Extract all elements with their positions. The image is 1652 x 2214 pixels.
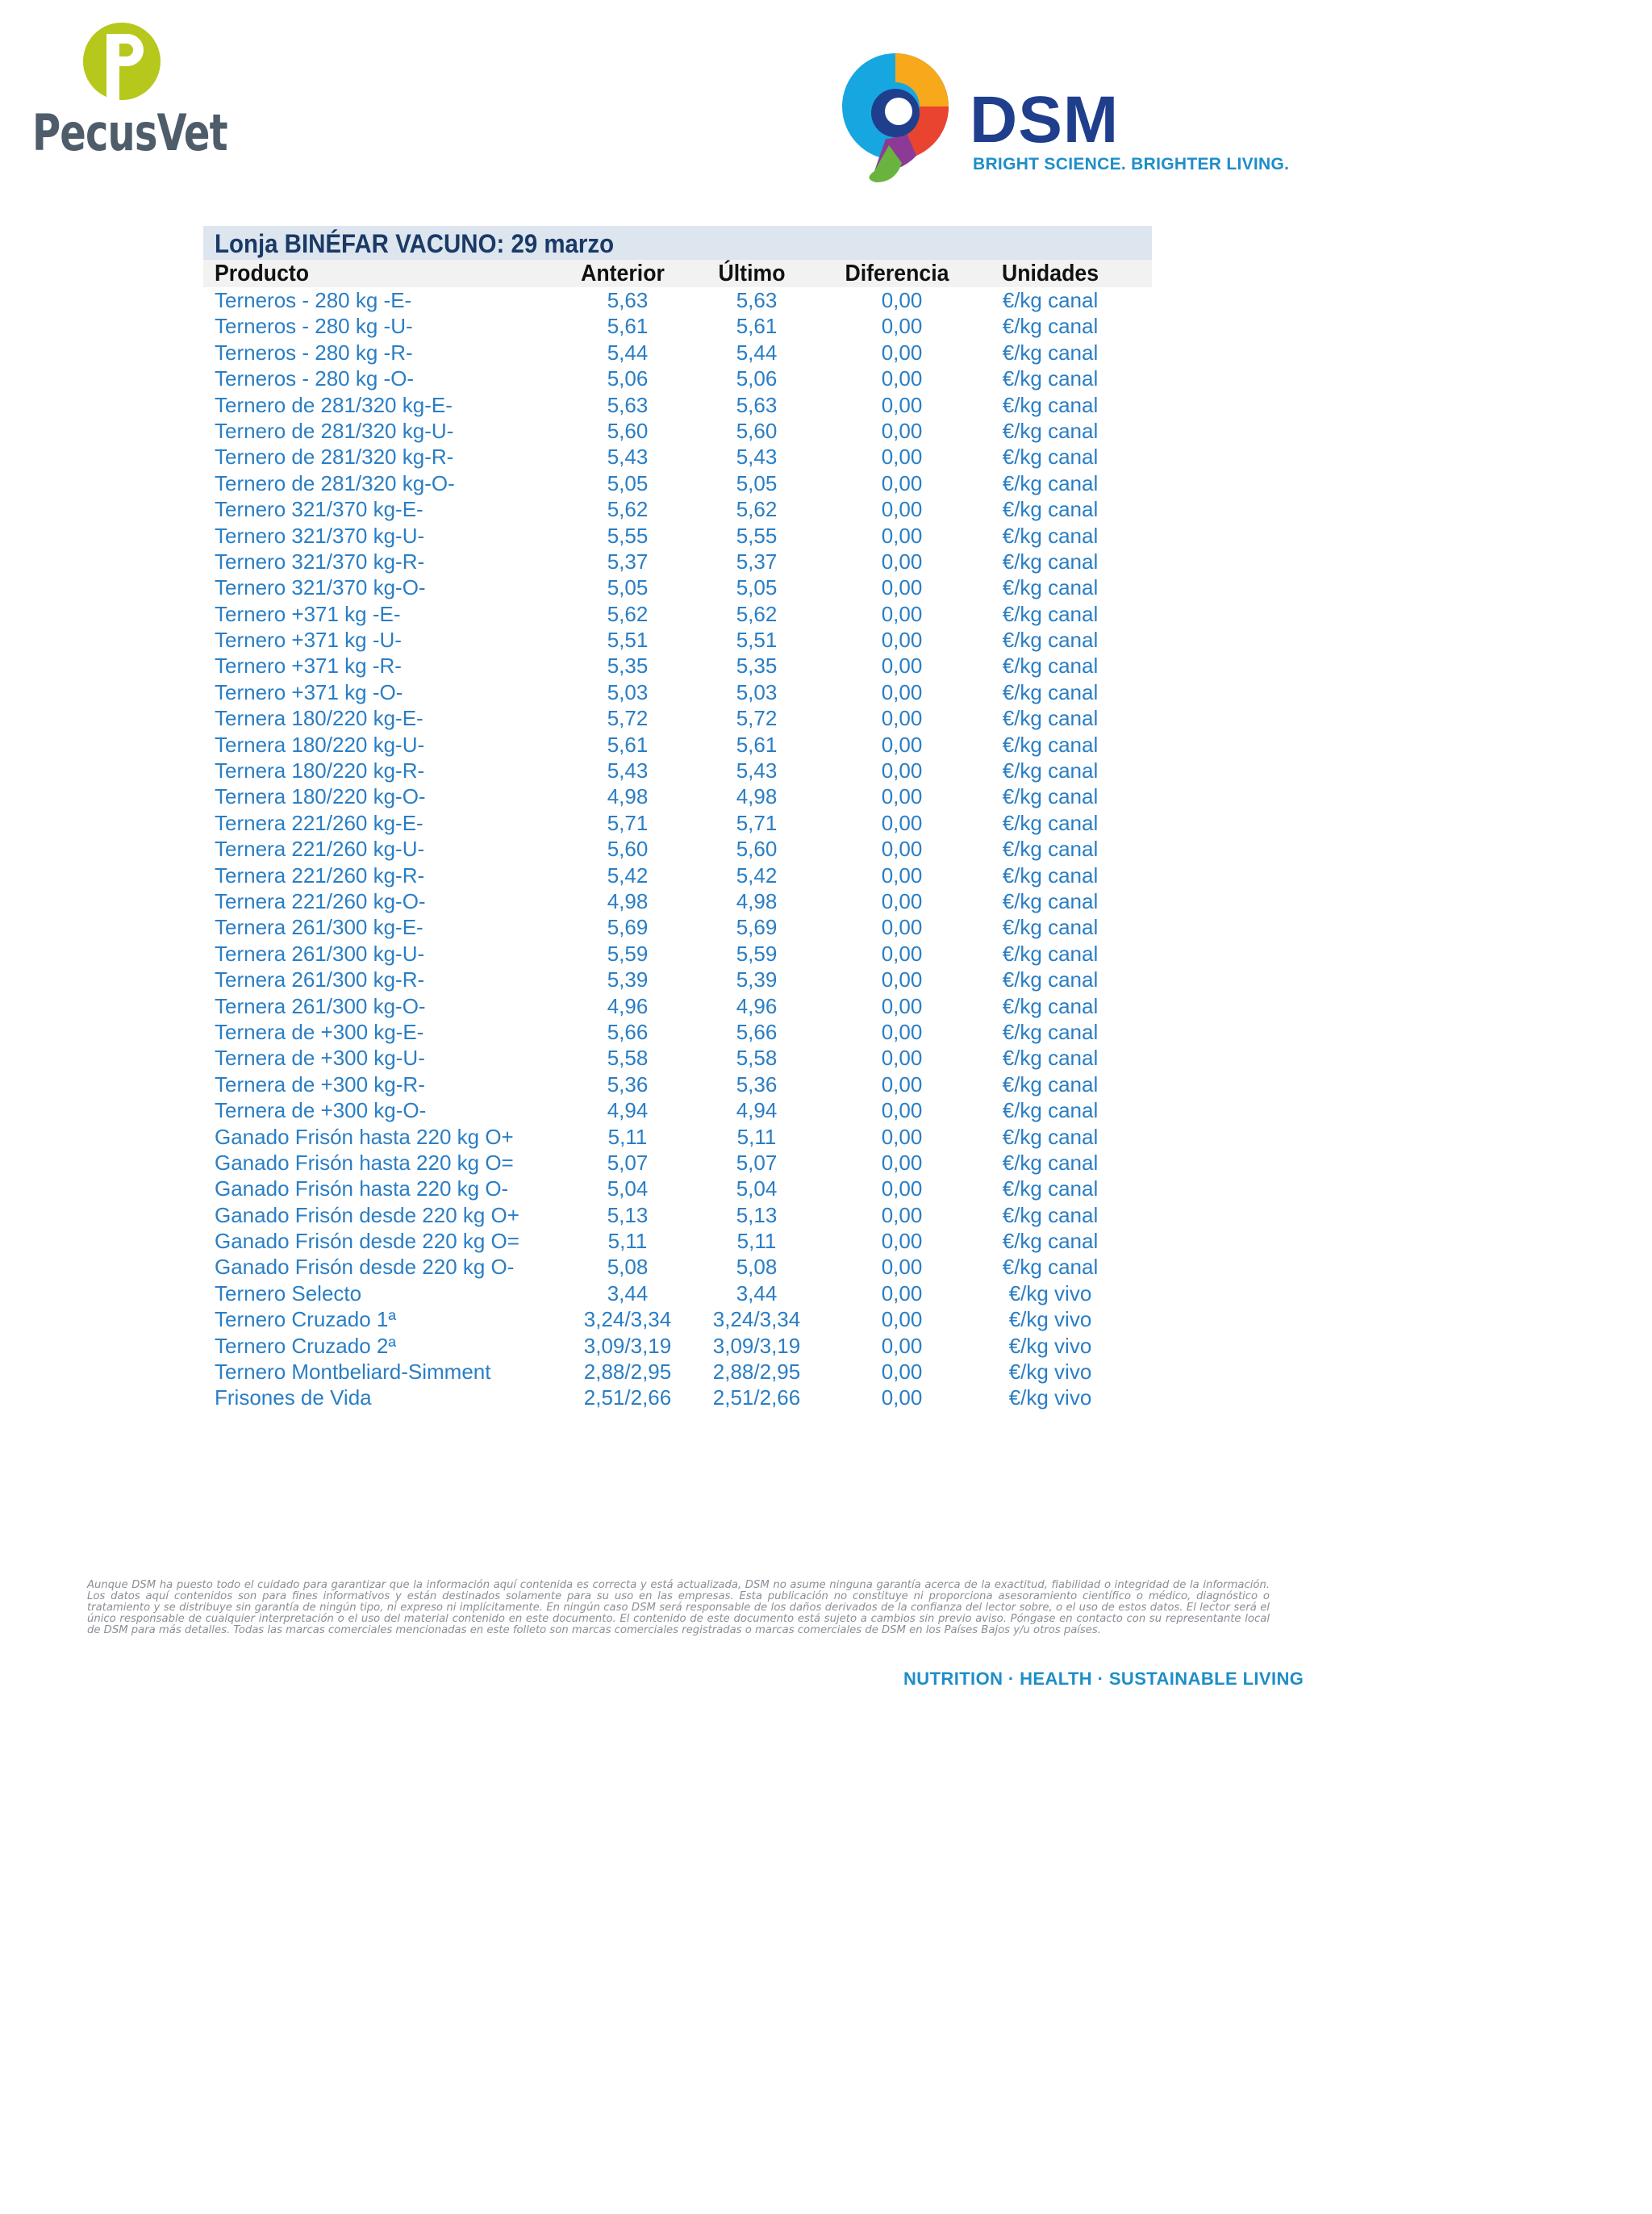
- cell-ultimo: 5,55: [736, 523, 778, 548]
- cell-ultimo: 5,05: [736, 575, 778, 600]
- table-row: [203, 941, 1152, 967]
- cell-unidades: €/kg canal: [1002, 837, 1099, 862]
- cell-anterior: 5,66: [607, 1019, 649, 1044]
- cell-diferencia: 0,00: [881, 863, 923, 888]
- cell-anterior: 5,63: [607, 288, 649, 312]
- cell-unidades: €/kg canal: [1002, 1071, 1099, 1097]
- table-row: [203, 1333, 1152, 1359]
- cell-ultimo: 5,71: [736, 810, 778, 835]
- table-title-bar: [203, 226, 1152, 260]
- cell-diferencia: 0,00: [881, 1360, 923, 1385]
- cell-unidades: €/kg canal: [1002, 497, 1099, 522]
- table-row: [203, 810, 1152, 836]
- table-row: [203, 1071, 1152, 1097]
- cell-ultimo: 5,66: [736, 1019, 778, 1044]
- cell-producto: Ternero 321/370 kg-U-: [215, 523, 425, 548]
- cell-unidades: €/kg vivo: [1008, 1385, 1092, 1410]
- column-header-unidades: Unidades: [1001, 261, 1099, 286]
- cell-diferencia: 0,00: [881, 392, 923, 417]
- cell-producto: Ternera 221/260 kg-O-: [215, 888, 426, 913]
- cell-producto: Ternero Cruzado 2ª: [215, 1333, 396, 1358]
- table-row: [203, 1019, 1152, 1045]
- cell-producto: Ternera 221/260 kg-E-: [215, 810, 423, 835]
- cell-ultimo: 5,59: [736, 941, 778, 966]
- cell-ultimo: 3,24/3,34: [712, 1307, 801, 1332]
- cell-anterior: 2,51/2,66: [583, 1385, 672, 1410]
- cell-unidades: €/kg canal: [1002, 1019, 1099, 1044]
- cell-producto: Ternero +371 kg -O-: [215, 679, 403, 704]
- table-row: [203, 496, 1152, 522]
- table-row: [203, 836, 1152, 862]
- cell-anterior: 5,42: [607, 863, 649, 888]
- cell-diferencia: 0,00: [881, 1333, 923, 1358]
- cell-unidades: €/kg canal: [1002, 1046, 1099, 1071]
- cell-diferencia: 0,00: [881, 601, 923, 626]
- cell-anterior: 5,71: [607, 810, 649, 835]
- cell-ultimo: 5,07: [736, 1150, 778, 1175]
- cell-unidades: €/kg canal: [1002, 575, 1099, 600]
- cell-diferencia: 0,00: [881, 366, 923, 391]
- cell-unidades: €/kg canal: [1002, 654, 1099, 679]
- cell-ultimo: 5,63: [736, 288, 778, 312]
- cell-diferencia: 0,00: [881, 1255, 923, 1280]
- pecusvet-p-icon: [79, 23, 165, 100]
- cell-ultimo: 5,60: [736, 418, 778, 443]
- dsm-wordmark: DSM: [970, 83, 1120, 157]
- cell-producto: Ternera 261/300 kg-U-: [215, 941, 425, 966]
- cell-diferencia: 0,00: [881, 993, 923, 1018]
- table-row: [203, 705, 1152, 731]
- cell-producto: Ganado Frisón desde 220 kg O+: [215, 1202, 519, 1227]
- table-row: [203, 1280, 1152, 1306]
- cell-anterior: 5,62: [607, 601, 649, 626]
- table-row: [203, 679, 1152, 705]
- dsm-logo: [839, 50, 1290, 187]
- cell-diferencia: 0,00: [881, 1071, 923, 1097]
- cell-diferencia: 0,00: [881, 1046, 923, 1071]
- cell-anterior: 5,11: [607, 1229, 648, 1254]
- cell-diferencia: 0,00: [881, 758, 923, 783]
- cell-anterior: 3,24/3,34: [583, 1307, 672, 1332]
- cell-diferencia: 0,00: [881, 732, 923, 757]
- cell-diferencia: 0,00: [881, 1280, 923, 1305]
- cell-anterior: 5,03: [607, 679, 649, 704]
- table-row: [203, 653, 1152, 679]
- cell-diferencia: 0,00: [881, 314, 923, 339]
- cell-anterior: 5,11: [607, 1124, 648, 1149]
- cell-producto: Ternera 261/300 kg-E-: [215, 915, 423, 940]
- table-row: [203, 574, 1152, 600]
- cell-anterior: 5,35: [607, 654, 649, 679]
- cell-ultimo: 5,11: [736, 1124, 777, 1149]
- cell-diferencia: 0,00: [881, 915, 923, 940]
- cell-unidades: €/kg canal: [1002, 679, 1099, 704]
- table-row: [203, 392, 1152, 418]
- table-header-row: [203, 260, 1152, 287]
- cell-anterior: 5,63: [607, 392, 649, 417]
- cell-anterior: 5,72: [607, 706, 649, 731]
- cell-ultimo: 5,62: [736, 601, 778, 626]
- cell-producto: Ganado Frisón desde 220 kg O-: [215, 1255, 515, 1280]
- cell-diferencia: 0,00: [881, 523, 923, 548]
- cell-producto: Ternera 180/220 kg-R-: [215, 758, 425, 783]
- cell-ultimo: 5,51: [736, 628, 778, 653]
- cell-anterior: 3,09/3,19: [583, 1333, 672, 1358]
- table-row: [203, 1045, 1152, 1071]
- table-row: [203, 1359, 1152, 1385]
- cell-anterior: 4,94: [607, 1098, 649, 1123]
- cell-producto: Ternera de +300 kg-E-: [215, 1019, 424, 1044]
- cell-producto: Ternero Cruzado 1ª: [215, 1307, 396, 1332]
- cell-producto: Ternero +371 kg -R-: [215, 654, 402, 679]
- cell-diferencia: 0,00: [881, 706, 923, 731]
- cell-anterior: 5,08: [607, 1255, 649, 1280]
- cell-ultimo: 5,62: [736, 497, 778, 522]
- table-row: [203, 1385, 1152, 1410]
- table-row: [203, 863, 1152, 888]
- cell-anterior: 3,44: [607, 1280, 649, 1305]
- cell-producto: Ternero Montbeliard-Simment: [215, 1360, 491, 1385]
- cell-ultimo: 5,03: [736, 679, 778, 704]
- table-row: [203, 627, 1152, 653]
- cell-producto: Ternera de +300 kg-O-: [215, 1098, 427, 1123]
- cell-ultimo: 5,43: [736, 758, 778, 783]
- cell-anterior: 5,60: [607, 418, 649, 443]
- table-row: [203, 601, 1152, 627]
- cell-diferencia: 0,00: [881, 1124, 923, 1149]
- table-row: [203, 1202, 1152, 1228]
- cell-anterior: 5,59: [607, 941, 649, 966]
- dsm-swirl-icon: [839, 50, 965, 182]
- cell-unidades: €/kg canal: [1002, 888, 1099, 913]
- cell-ultimo: 2,88/2,95: [712, 1360, 801, 1385]
- cell-diferencia: 0,00: [881, 837, 923, 862]
- cell-diferencia: 0,00: [881, 810, 923, 835]
- cell-ultimo: 4,98: [736, 888, 778, 913]
- cell-unidades: €/kg canal: [1002, 418, 1099, 443]
- cell-anterior: 5,39: [607, 967, 649, 992]
- cell-producto: Ternera 180/220 kg-E-: [215, 706, 423, 731]
- cell-diferencia: 0,00: [881, 1098, 923, 1123]
- cell-anterior: 5,43: [607, 445, 649, 470]
- cell-unidades: €/kg canal: [1002, 915, 1099, 940]
- cell-unidades: €/kg canal: [1002, 1202, 1099, 1227]
- cell-anterior: 5,06: [607, 366, 649, 391]
- cell-diferencia: 0,00: [881, 888, 923, 913]
- cell-anterior: 5,44: [607, 340, 649, 365]
- table-row: [203, 418, 1152, 444]
- cell-diferencia: 0,00: [881, 288, 923, 312]
- table-row: [203, 1228, 1152, 1254]
- cell-producto: Ternero Selecto: [215, 1280, 362, 1305]
- table-row: [203, 888, 1152, 914]
- cell-unidades: €/kg canal: [1002, 1229, 1099, 1254]
- cell-unidades: €/kg canal: [1002, 758, 1099, 783]
- cell-producto: Ganado Frisón hasta 220 kg O+: [215, 1124, 514, 1149]
- cell-unidades: €/kg canal: [1002, 523, 1099, 548]
- cell-producto: Frisones de Vida: [215, 1385, 372, 1410]
- cell-unidades: €/kg canal: [1002, 941, 1099, 966]
- cell-ultimo: 5,60: [736, 837, 778, 862]
- cell-anterior: 5,04: [607, 1176, 649, 1201]
- cell-ultimo: 5,44: [736, 340, 778, 365]
- cell-diferencia: 0,00: [881, 575, 923, 600]
- cell-unidades: €/kg canal: [1002, 470, 1099, 495]
- cell-ultimo: 5,43: [736, 445, 778, 470]
- cell-unidades: €/kg canal: [1002, 288, 1099, 312]
- table-row: [203, 993, 1152, 1019]
- table-title: Lonja BINÉFAR VACUNO: 29 marzo: [215, 229, 615, 258]
- cell-ultimo: 4,98: [736, 784, 778, 809]
- cell-anterior: 2,88/2,95: [583, 1360, 672, 1385]
- cell-unidades: €/kg canal: [1002, 810, 1099, 835]
- cell-producto: Ternera 180/220 kg-U-: [215, 732, 425, 757]
- cell-ultimo: 5,61: [736, 732, 778, 757]
- column-header-producto: Producto: [215, 261, 310, 286]
- cell-diferencia: 0,00: [881, 1176, 923, 1201]
- cell-producto: Ganado Frisón desde 220 kg O=: [215, 1229, 519, 1254]
- cell-producto: Terneros - 280 kg -O-: [215, 366, 415, 391]
- cell-anterior: 5,61: [607, 732, 649, 757]
- table-row: [203, 783, 1152, 809]
- table-row: [203, 1254, 1152, 1280]
- cell-anterior: 5,36: [607, 1071, 649, 1097]
- cell-unidades: €/kg canal: [1002, 366, 1099, 391]
- cell-producto: Ternero de 281/320 kg-R-: [215, 445, 454, 470]
- cell-diferencia: 0,00: [881, 1385, 923, 1410]
- table-row: [203, 1176, 1152, 1201]
- column-header-diferencia: Diferencia: [845, 261, 949, 286]
- table-row: [203, 1124, 1152, 1150]
- cell-anterior: 5,61: [607, 314, 649, 339]
- cell-producto: Ternero de 281/320 kg-O-: [215, 470, 455, 495]
- cell-ultimo: 5,69: [736, 915, 778, 940]
- cell-diferencia: 0,00: [881, 340, 923, 365]
- cell-unidades: €/kg canal: [1002, 392, 1099, 417]
- cell-anterior: 5,58: [607, 1046, 649, 1071]
- cell-producto: Terneros - 280 kg -E-: [215, 288, 412, 312]
- disclaimer-text: Aunque DSM ha puesto todo el cuidado para garantizar que la información aquí contenida es correcta y está actualizada, DSM no asume ninguna garantía acerca de la exactitud, fiabilidad o integridad de la información. Los datos aquí contenidos son para fines informativos y están destinados solamente para su uso en las empresas. Esta publicación no constituye ni proporciona asesoramiento científico o médico, diagnóstico o tratamiento y se distribuye sin garantía de ningún tipo, ni expreso ni implícitamente. En ningún caso DSM será responsable de los daños derivados de la confianza del lector sobre, o el uso de estos datos. El lector será el único responsable de cualquier interpretación o el uso del material contenido en este documento. El contenido de este documento está sujeto a cambios sin previo aviso. Póngase en contacto con su representante local de DSM para más detalles. Todas las marcas comerciales mencionadas en este folleto son marcas comerciales registradas o marcas comerciales de DSM en los Países Bajos y/u otros países.: [87, 1579, 1270, 1636]
- cell-anterior: 5,51: [607, 628, 649, 653]
- cell-unidades: €/kg canal: [1002, 993, 1099, 1018]
- cell-unidades: €/kg canal: [1002, 1098, 1099, 1123]
- table-row: [203, 470, 1152, 496]
- cell-unidades: €/kg canal: [1002, 340, 1099, 365]
- cell-diferencia: 0,00: [881, 654, 923, 679]
- cell-unidades: €/kg canal: [1002, 1150, 1099, 1175]
- pecusvet-wordmark: PecusVet: [32, 103, 227, 162]
- cell-producto: Ternero 321/370 kg-O-: [215, 575, 426, 600]
- cell-unidades: €/kg canal: [1002, 863, 1099, 888]
- cell-ultimo: 5,63: [736, 392, 778, 417]
- cell-ultimo: 5,61: [736, 314, 778, 339]
- cell-ultimo: 5,11: [736, 1229, 777, 1254]
- cell-ultimo: 5,72: [736, 706, 778, 731]
- cell-anterior: 5,07: [607, 1150, 649, 1175]
- cell-anterior: 5,60: [607, 837, 649, 862]
- column-header-ultimo: Último: [718, 261, 786, 286]
- cell-ultimo: 5,08: [736, 1255, 778, 1280]
- cell-ultimo: 2,51/2,66: [712, 1385, 801, 1410]
- table-row: [203, 340, 1152, 366]
- cell-diferencia: 0,00: [881, 1307, 923, 1332]
- cell-ultimo: 3,44: [736, 1280, 778, 1305]
- cell-unidades: €/kg canal: [1002, 314, 1099, 339]
- cell-unidades: €/kg canal: [1002, 784, 1099, 809]
- cell-unidades: €/kg canal: [1002, 732, 1099, 757]
- cell-anterior: 5,13: [607, 1202, 649, 1227]
- cell-diferencia: 0,00: [881, 418, 923, 443]
- cell-anterior: 5,62: [607, 497, 649, 522]
- table-row: [203, 287, 1152, 313]
- cell-ultimo: 5,06: [736, 366, 778, 391]
- cell-diferencia: 0,00: [881, 628, 923, 653]
- cell-producto: Ternero 321/370 kg-E-: [215, 497, 423, 522]
- table-row: [203, 967, 1152, 992]
- table-row: [203, 758, 1152, 783]
- cell-ultimo: 5,13: [736, 1202, 778, 1227]
- cell-ultimo: 5,04: [736, 1176, 778, 1201]
- cell-ultimo: 5,36: [736, 1071, 778, 1097]
- table-row: [203, 549, 1152, 574]
- cell-ultimo: 5,58: [736, 1046, 778, 1071]
- table-row: [203, 1150, 1152, 1176]
- cell-ultimo: 4,94: [736, 1098, 778, 1123]
- cell-anterior: 5,55: [607, 523, 649, 548]
- cell-anterior: 5,37: [607, 549, 649, 574]
- cell-anterior: 5,05: [607, 575, 649, 600]
- cell-unidades: €/kg canal: [1002, 601, 1099, 626]
- cell-anterior: 5,43: [607, 758, 649, 783]
- cell-unidades: €/kg vivo: [1008, 1360, 1092, 1385]
- price-table: [203, 226, 1152, 1411]
- cell-diferencia: 0,00: [881, 549, 923, 574]
- table-row: [203, 313, 1152, 339]
- cell-ultimo: 5,35: [736, 654, 778, 679]
- cell-producto: Terneros - 280 kg -U-: [215, 314, 413, 339]
- cell-producto: Ternero de 281/320 kg-E-: [215, 392, 453, 417]
- cell-ultimo: 5,37: [736, 549, 778, 574]
- cell-anterior: 4,96: [607, 993, 649, 1018]
- table-row: [203, 914, 1152, 940]
- cell-producto: Ternera 221/260 kg-R-: [215, 863, 425, 888]
- cell-diferencia: 0,00: [881, 784, 923, 809]
- cell-ultimo: 5,05: [736, 470, 778, 495]
- cell-unidades: €/kg canal: [1002, 1124, 1099, 1149]
- cell-unidades: €/kg canal: [1002, 1176, 1099, 1201]
- cell-unidades: €/kg canal: [1002, 967, 1099, 992]
- cell-ultimo: 5,42: [736, 863, 778, 888]
- cell-producto: Ternera 180/220 kg-O-: [215, 784, 426, 809]
- cell-diferencia: 0,00: [881, 679, 923, 704]
- cell-unidades: €/kg vivo: [1008, 1307, 1092, 1332]
- cell-anterior: 5,69: [607, 915, 649, 940]
- cell-anterior: 4,98: [607, 784, 649, 809]
- cell-producto: Ternero 321/370 kg-R-: [215, 549, 425, 574]
- table-row: [203, 366, 1152, 391]
- cell-producto: Ternero +371 kg -E-: [215, 601, 401, 626]
- footer-tagline: NUTRITION · HEALTH · SUSTAINABLE LIVING: [903, 1669, 1304, 1689]
- cell-producto: Ganado Frisón hasta 220 kg O-: [215, 1176, 509, 1201]
- table-row: [203, 1306, 1152, 1332]
- table-row: [203, 732, 1152, 758]
- cell-diferencia: 0,00: [881, 1019, 923, 1044]
- cell-ultimo: 5,39: [736, 967, 778, 992]
- cell-producto: Ternera 221/260 kg-U-: [215, 837, 425, 862]
- cell-diferencia: 0,00: [881, 1229, 923, 1254]
- cell-diferencia: 0,00: [881, 967, 923, 992]
- cell-producto: Ternero +371 kg -U-: [215, 628, 402, 653]
- cell-anterior: 4,98: [607, 888, 649, 913]
- cell-unidades: €/kg canal: [1002, 628, 1099, 653]
- cell-producto: Ternero de 281/320 kg-U-: [215, 418, 454, 443]
- cell-unidades: €/kg canal: [1002, 549, 1099, 574]
- cell-producto: Terneros - 280 kg -R-: [215, 340, 413, 365]
- cell-diferencia: 0,00: [881, 1150, 923, 1175]
- cell-unidades: €/kg vivo: [1008, 1280, 1092, 1305]
- cell-anterior: 5,05: [607, 470, 649, 495]
- cell-producto: Ganado Frisón hasta 220 kg O=: [215, 1150, 514, 1175]
- cell-unidades: €/kg canal: [1002, 445, 1099, 470]
- cell-producto: Ternera 261/300 kg-O-: [215, 993, 426, 1018]
- cell-producto: Ternera 261/300 kg-R-: [215, 967, 425, 992]
- cell-ultimo: 3,09/3,19: [712, 1333, 801, 1358]
- cell-unidades: €/kg canal: [1002, 1255, 1099, 1280]
- dsm-tagline: BRIGHT SCIENCE. BRIGHTER LIVING.: [973, 155, 1290, 173]
- pecusvet-logo: [32, 23, 226, 168]
- table-row: [203, 1097, 1152, 1123]
- cell-diferencia: 0,00: [881, 941, 923, 966]
- cell-diferencia: 0,00: [881, 445, 923, 470]
- cell-diferencia: 0,00: [881, 1202, 923, 1227]
- cell-ultimo: 4,96: [736, 993, 778, 1018]
- cell-diferencia: 0,00: [881, 497, 923, 522]
- cell-unidades: €/kg canal: [1002, 706, 1099, 731]
- table-body: [203, 287, 1152, 1411]
- cell-diferencia: 0,00: [881, 470, 923, 495]
- table-row: [203, 523, 1152, 549]
- table-row: [203, 444, 1152, 470]
- cell-producto: Ternera de +300 kg-R-: [215, 1071, 425, 1097]
- cell-unidades: €/kg vivo: [1008, 1333, 1092, 1358]
- cell-producto: Ternera de +300 kg-U-: [215, 1046, 425, 1071]
- column-header-anterior: Anterior: [581, 261, 665, 286]
